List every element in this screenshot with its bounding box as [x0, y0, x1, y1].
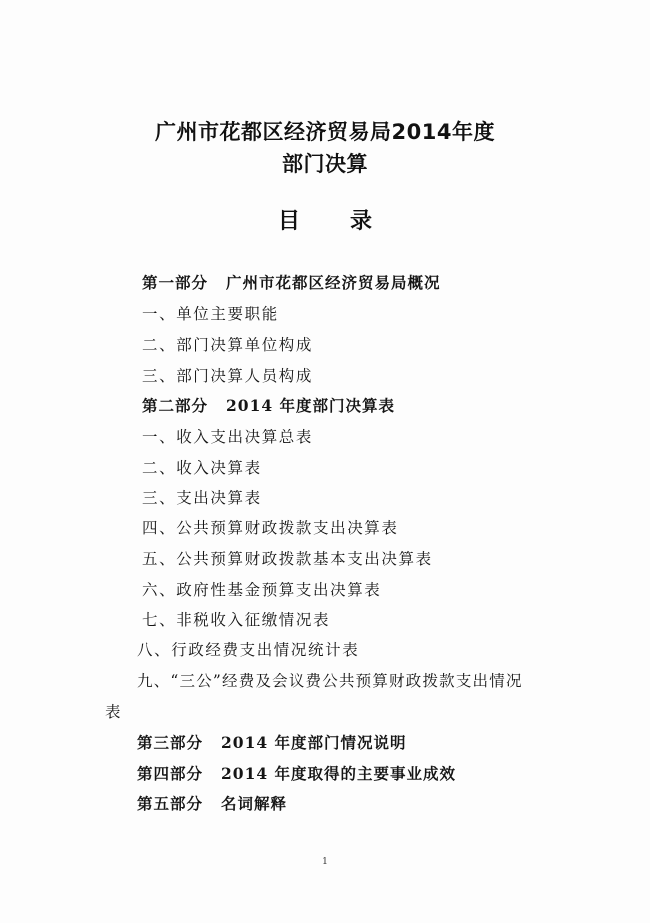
- toc-part1-label: 第一部分: [142, 273, 209, 292]
- toc-part2-label: 第二部分: [142, 396, 209, 415]
- toc-item: 一、收入支出决算总表: [142, 428, 314, 446]
- toc-part3: [137, 731, 407, 753]
- document-title-line2: 部门决算: [282, 152, 368, 176]
- toc-item: 六、政府性基金预算支出决算表: [142, 581, 382, 599]
- toc-item: 二、部门决算单位构成: [142, 336, 314, 354]
- toc-part5-name: 名词解释: [221, 794, 288, 813]
- toc-part3-name: 2014 年度部门情况说明: [221, 733, 407, 752]
- toc-item: 三、支出决算表: [142, 489, 262, 507]
- toc-item: 七、非税收入征缴情况表: [142, 611, 331, 629]
- toc-heading-right: 录: [350, 209, 373, 234]
- toc-part2: [142, 394, 395, 416]
- toc-item: 三、部门决算人员构成: [142, 367, 314, 385]
- document-title-line1: 广州市花都区经济贸易局2014年度: [155, 120, 495, 144]
- toc-item: 八、行政经费支出情况统计表: [137, 641, 360, 659]
- toc-part4-label: 第四部分: [137, 764, 204, 783]
- toc-part1-name: 广州市花都区经济贸易局概况: [226, 273, 441, 292]
- toc-part5: [137, 792, 287, 814]
- toc-heading-left: 目: [277, 209, 300, 234]
- toc-item: 一、单位主要职能: [142, 305, 279, 323]
- toc-part2-name: 2014 年度部门决算表: [226, 396, 396, 415]
- toc-item: 九、“三公”经费及会议费公共预算财政拨款支出情况: [137, 672, 523, 690]
- toc-item-continued: 表: [105, 703, 123, 721]
- toc-part3-label: 第三部分: [137, 733, 204, 752]
- toc-item: 四、公共预算财政拨款支出决算表: [142, 519, 399, 537]
- toc-item: 二、收入决算表: [142, 459, 262, 477]
- toc-part5-label: 第五部分: [137, 794, 204, 813]
- toc-part1: [142, 271, 441, 293]
- page-number: 1: [322, 857, 328, 867]
- toc-part4: [137, 762, 456, 784]
- toc-part4-name: 2014 年度取得的主要事业成效: [221, 764, 457, 783]
- toc-item: 五、公共预算财政拨款基本支出决算表: [142, 550, 433, 568]
